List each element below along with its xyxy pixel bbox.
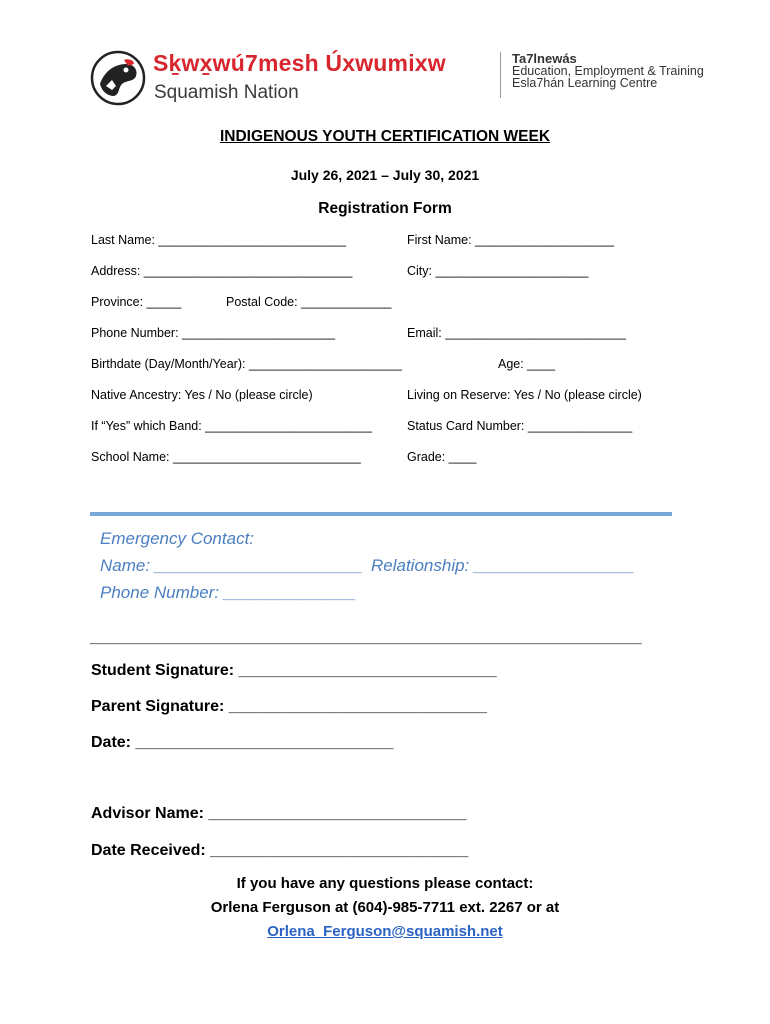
contact-email-link[interactable]: Orlena_Ferguson@squamish.net [267,923,503,940]
phone-field[interactable]: Phone Number: ______________________ [91,326,335,340]
signature-separator: ______________________________________________________________ [90,629,642,646]
contact-details: Orlena Ferguson at (604)-985-7711 ext. 2267 or at [210,899,560,916]
postal-code-field[interactable]: Postal Code: _____________ [226,295,392,309]
age-field[interactable]: Age: ____ [498,357,555,371]
department-centre: Esla7hán Learning Centre [512,76,658,90]
student-signature-field[interactable]: Student Signature: _____________________________ [91,662,497,679]
department-line: Education, Employment & Training [512,64,704,78]
department-name: Ta7lnewás [512,51,577,66]
province-field[interactable]: Province: _____ [91,295,182,309]
brand-subtitle: Squamish Nation [154,82,299,103]
emergency-phone-field[interactable]: Phone Number: ______________ [100,583,357,602]
date-field[interactable]: Date: _____________________________ [91,734,394,751]
school-field[interactable]: School Name: ___________________________ [91,450,361,464]
emergency-relationship-field[interactable]: Relationship: _________________ [371,556,635,575]
last-name-field[interactable]: Last Name: ___________________________ [91,233,347,247]
emergency-heading: Emergency Contact: [100,529,255,548]
living-on-reserve-field[interactable]: Living on Reserve: Yes / No (please circle) [407,388,642,402]
address-field[interactable]: Address: ______________________________ [91,264,353,278]
event-dates: July 26, 2021 – July 30, 2021 [290,167,480,183]
city-field[interactable]: City: ______________________ [407,264,589,278]
first-name-field[interactable]: First Name: ____________________ [407,233,615,247]
status-card-field[interactable]: Status Card Number: _______________ [407,419,633,433]
email-field[interactable]: Email: __________________________ [407,326,626,340]
band-field[interactable]: If “Yes” which Band: ________________________ [91,419,373,433]
emergency-name-field[interactable]: Name: ______________________ [100,556,363,575]
date-received-field[interactable]: Date Received: _____________________________ [91,842,469,859]
contact-heading: If you have any questions please contact: [236,875,534,892]
form-title: Registration Form [318,200,452,217]
squamish-nation-logo [90,50,146,106]
birthdate-field[interactable]: Birthdate (Day/Month/Year): ______________________ [91,357,402,371]
page-title: INDIGENOUS YOUTH CERTIFICATION WEEK [219,128,551,145]
grade-field[interactable]: Grade: ____ [407,450,477,464]
section-divider [90,512,672,516]
brand-title: Sḵwx̱wú7mesh Úxwumixw [153,50,446,76]
header-divider [500,52,501,98]
native-ancestry-field[interactable]: Native Ancestry: Yes / No (please circle) [91,388,313,402]
parent-signature-field[interactable]: Parent Signature: _____________________________ [91,698,487,715]
advisor-name-field[interactable]: Advisor Name: _____________________________ [91,805,467,822]
